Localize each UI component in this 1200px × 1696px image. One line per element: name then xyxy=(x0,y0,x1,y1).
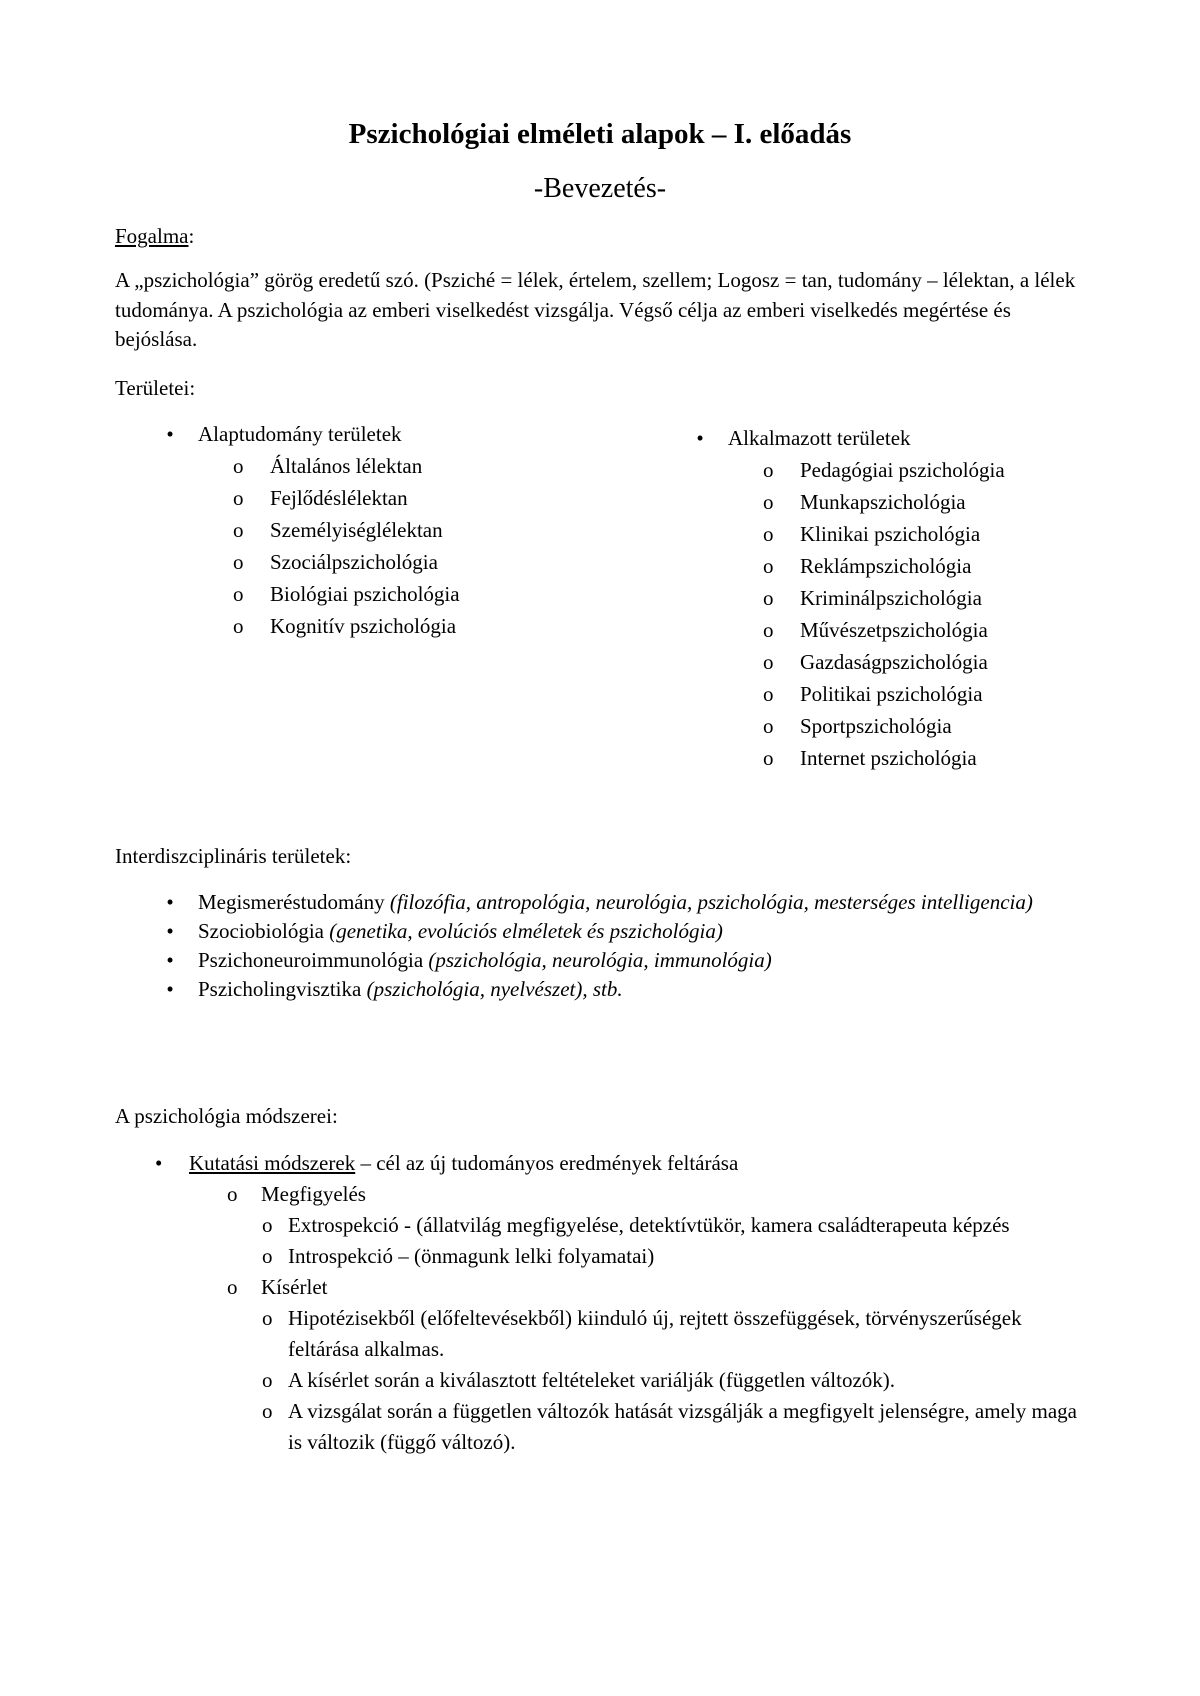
interdisz-detail: (pszichológia, nyelvészet), stb. xyxy=(366,977,623,1001)
fogalma-colon: : xyxy=(188,224,195,248)
alap-item: Személyiséglélektan xyxy=(270,518,443,542)
kutatasi-label: Kutatási módszerek xyxy=(189,1151,356,1175)
list-item xyxy=(115,546,635,578)
list-item xyxy=(115,1303,1095,1365)
modszerek-heading: A pszichológia módszerei: xyxy=(115,1104,338,1128)
alkalmazott-item: Művészetpszichológia xyxy=(800,618,988,642)
circle-bullet-icon: o xyxy=(227,1182,238,1206)
list-item xyxy=(115,1365,1095,1396)
list-item xyxy=(115,514,635,546)
circle-bullet-icon: o xyxy=(763,458,774,482)
alkalmazott-item: Sportpszichológia xyxy=(800,714,952,738)
list-item xyxy=(115,917,1095,946)
circle-bullet-icon: o xyxy=(233,486,244,510)
circle-bullet-icon: o xyxy=(763,746,774,770)
alap-item: Fejlődéslélektan xyxy=(270,486,408,510)
bullet-icon: • xyxy=(696,426,704,450)
list-item xyxy=(115,1272,1095,1303)
kiserlet-item: A vizsgálat során a független változók hatását vizsgálják a megfigyelt jelenségre, amely maga is változik (függő változó). xyxy=(288,1399,1077,1454)
circle-bullet-icon: o xyxy=(233,518,244,542)
list-item xyxy=(115,1179,1095,1210)
list-item xyxy=(115,1241,1095,1272)
list-item xyxy=(115,946,1095,975)
megfigyeles-item: Extrospekció - (állatvilág megfigyelése, detektívtükör, kamera családterapeuta képzés xyxy=(288,1213,1010,1237)
interdisz-heading: Interdiszciplináris területek: xyxy=(115,844,352,868)
page-title: Pszichológiai elméleti alapok – I. előadás xyxy=(348,118,852,150)
modszerek-list xyxy=(115,1148,1095,1458)
page-subtitle: -Bevezetés- xyxy=(533,173,667,204)
circle-bullet-icon: o xyxy=(262,1399,273,1423)
interdisz-name: Pszichoneuroimmunológia xyxy=(198,948,429,972)
bullet-icon: • xyxy=(155,1151,163,1175)
alap-item: Általános lélektan xyxy=(270,454,423,478)
list-item xyxy=(645,424,1165,454)
bullet-icon: • xyxy=(166,977,174,1001)
fogalma-heading: Fogalma xyxy=(115,224,189,248)
bullet-icon: • xyxy=(166,890,174,914)
interdisz-detail: (genetika, evolúciós elméletek és pszichológia) xyxy=(329,919,723,943)
list-item xyxy=(645,678,1165,710)
interdisz-name: Pszicholingvisztika xyxy=(198,977,367,1001)
list-item xyxy=(645,646,1165,678)
alap-item: Szociálpszichológia xyxy=(270,550,438,574)
teruletei-heading: Területei: xyxy=(115,376,196,400)
list-item xyxy=(645,614,1165,646)
circle-bullet-icon: o xyxy=(233,582,244,606)
circle-bullet-icon: o xyxy=(233,614,244,638)
kiserlet-item: Hipotézisekből (előfeltevésekből) kiinduló új, rejtett összefüggések, törvényszerűségek feltárása alkalmas. xyxy=(288,1306,1022,1361)
megfigyeles-item: Introspekció – (önmagunk lelki folyamatai) xyxy=(288,1244,655,1268)
circle-bullet-icon: o xyxy=(763,714,774,738)
list-item xyxy=(115,1148,1095,1179)
interdisz-name: Megismeréstudomány xyxy=(198,890,390,914)
circle-bullet-icon: o xyxy=(763,618,774,642)
circle-bullet-icon: o xyxy=(262,1213,273,1237)
list-item xyxy=(645,454,1165,486)
list-item xyxy=(115,1210,1095,1241)
megfigyeles-label: Megfigyelés xyxy=(261,1182,366,1206)
bullet-icon: • xyxy=(166,948,174,972)
list-item xyxy=(115,420,635,450)
alap-item: Biológiai pszichológia xyxy=(270,582,460,606)
circle-bullet-icon: o xyxy=(763,490,774,514)
list-item xyxy=(645,742,1165,774)
circle-bullet-icon: o xyxy=(262,1244,273,1268)
list-item xyxy=(115,610,635,642)
circle-bullet-icon: o xyxy=(763,522,774,546)
bullet-icon: • xyxy=(166,422,174,446)
alkalmazott-item: Pedagógiai pszichológia xyxy=(800,458,1005,482)
circle-bullet-icon: o xyxy=(233,550,244,574)
alkalmazott-item: Munkapszichológia xyxy=(800,490,966,514)
alkalmazott-item: Kriminálpszichológia xyxy=(800,586,982,610)
list-item xyxy=(115,578,635,610)
alkalmazott-item: Reklámpszichológia xyxy=(800,554,972,578)
list-item xyxy=(115,975,1095,1004)
alap-list xyxy=(115,420,635,642)
circle-bullet-icon: o xyxy=(262,1368,273,1392)
circle-bullet-icon: o xyxy=(763,682,774,706)
bullet-icon: • xyxy=(166,919,174,943)
alkalmazott-item: Klinikai pszichológia xyxy=(800,522,981,546)
interdisz-name: Szociobiológia xyxy=(198,919,330,943)
alap-label: Alaptudomány területek xyxy=(198,422,402,446)
list-item xyxy=(645,550,1165,582)
list-item xyxy=(645,486,1165,518)
list-item xyxy=(115,888,1095,917)
circle-bullet-icon: o xyxy=(262,1306,273,1330)
alkalmazott-item: Gazdaságpszichológia xyxy=(800,650,988,674)
interdisz-list xyxy=(115,888,1095,1004)
circle-bullet-icon: o xyxy=(763,586,774,610)
list-item xyxy=(115,450,635,482)
kutatasi-rest: – cél az új tudományos eredmények feltárása xyxy=(355,1151,739,1175)
alap-item: Kognitív pszichológia xyxy=(270,614,457,638)
alkalmazott-item: Politikai pszichológia xyxy=(800,682,983,706)
circle-bullet-icon: o xyxy=(763,554,774,578)
list-item xyxy=(115,1396,1095,1458)
circle-bullet-icon: o xyxy=(233,454,244,478)
fogalma-paragraph: A „pszichológia” görög eredetű szó. (Psziché = lélek, értelem, szellem; Logosz = tan, tudomány – lélektan, a lélek tudománya. A pszichológia az emberi viselkedést vizsgálja. Végső célja az emberi viselkedés megértése és bejóslása. xyxy=(115,268,1076,351)
list-item xyxy=(645,518,1165,550)
list-item xyxy=(115,482,635,514)
list-item xyxy=(645,582,1165,614)
interdisz-detail: (pszichológia, neurológia, immunológia) xyxy=(428,948,772,972)
interdisz-detail: (filozófia, antropológia, neurológia, pszichológia, mesterséges intelligencia) xyxy=(389,890,1033,914)
alkalmazott-list xyxy=(645,424,1165,770)
fogalma-heading-line xyxy=(115,222,1095,251)
list-item xyxy=(645,710,1165,742)
circle-bullet-icon: o xyxy=(227,1275,238,1299)
kiserlet-label: Kísérlet xyxy=(261,1275,328,1299)
alkalmazott-item: Internet pszichológia xyxy=(800,746,977,770)
circle-bullet-icon: o xyxy=(763,650,774,674)
alkalmazott-label: Alkalmazott területek xyxy=(728,426,911,450)
kiserlet-item: A kísérlet során a kiválasztott feltételeket variálják (független változók). xyxy=(288,1368,896,1392)
